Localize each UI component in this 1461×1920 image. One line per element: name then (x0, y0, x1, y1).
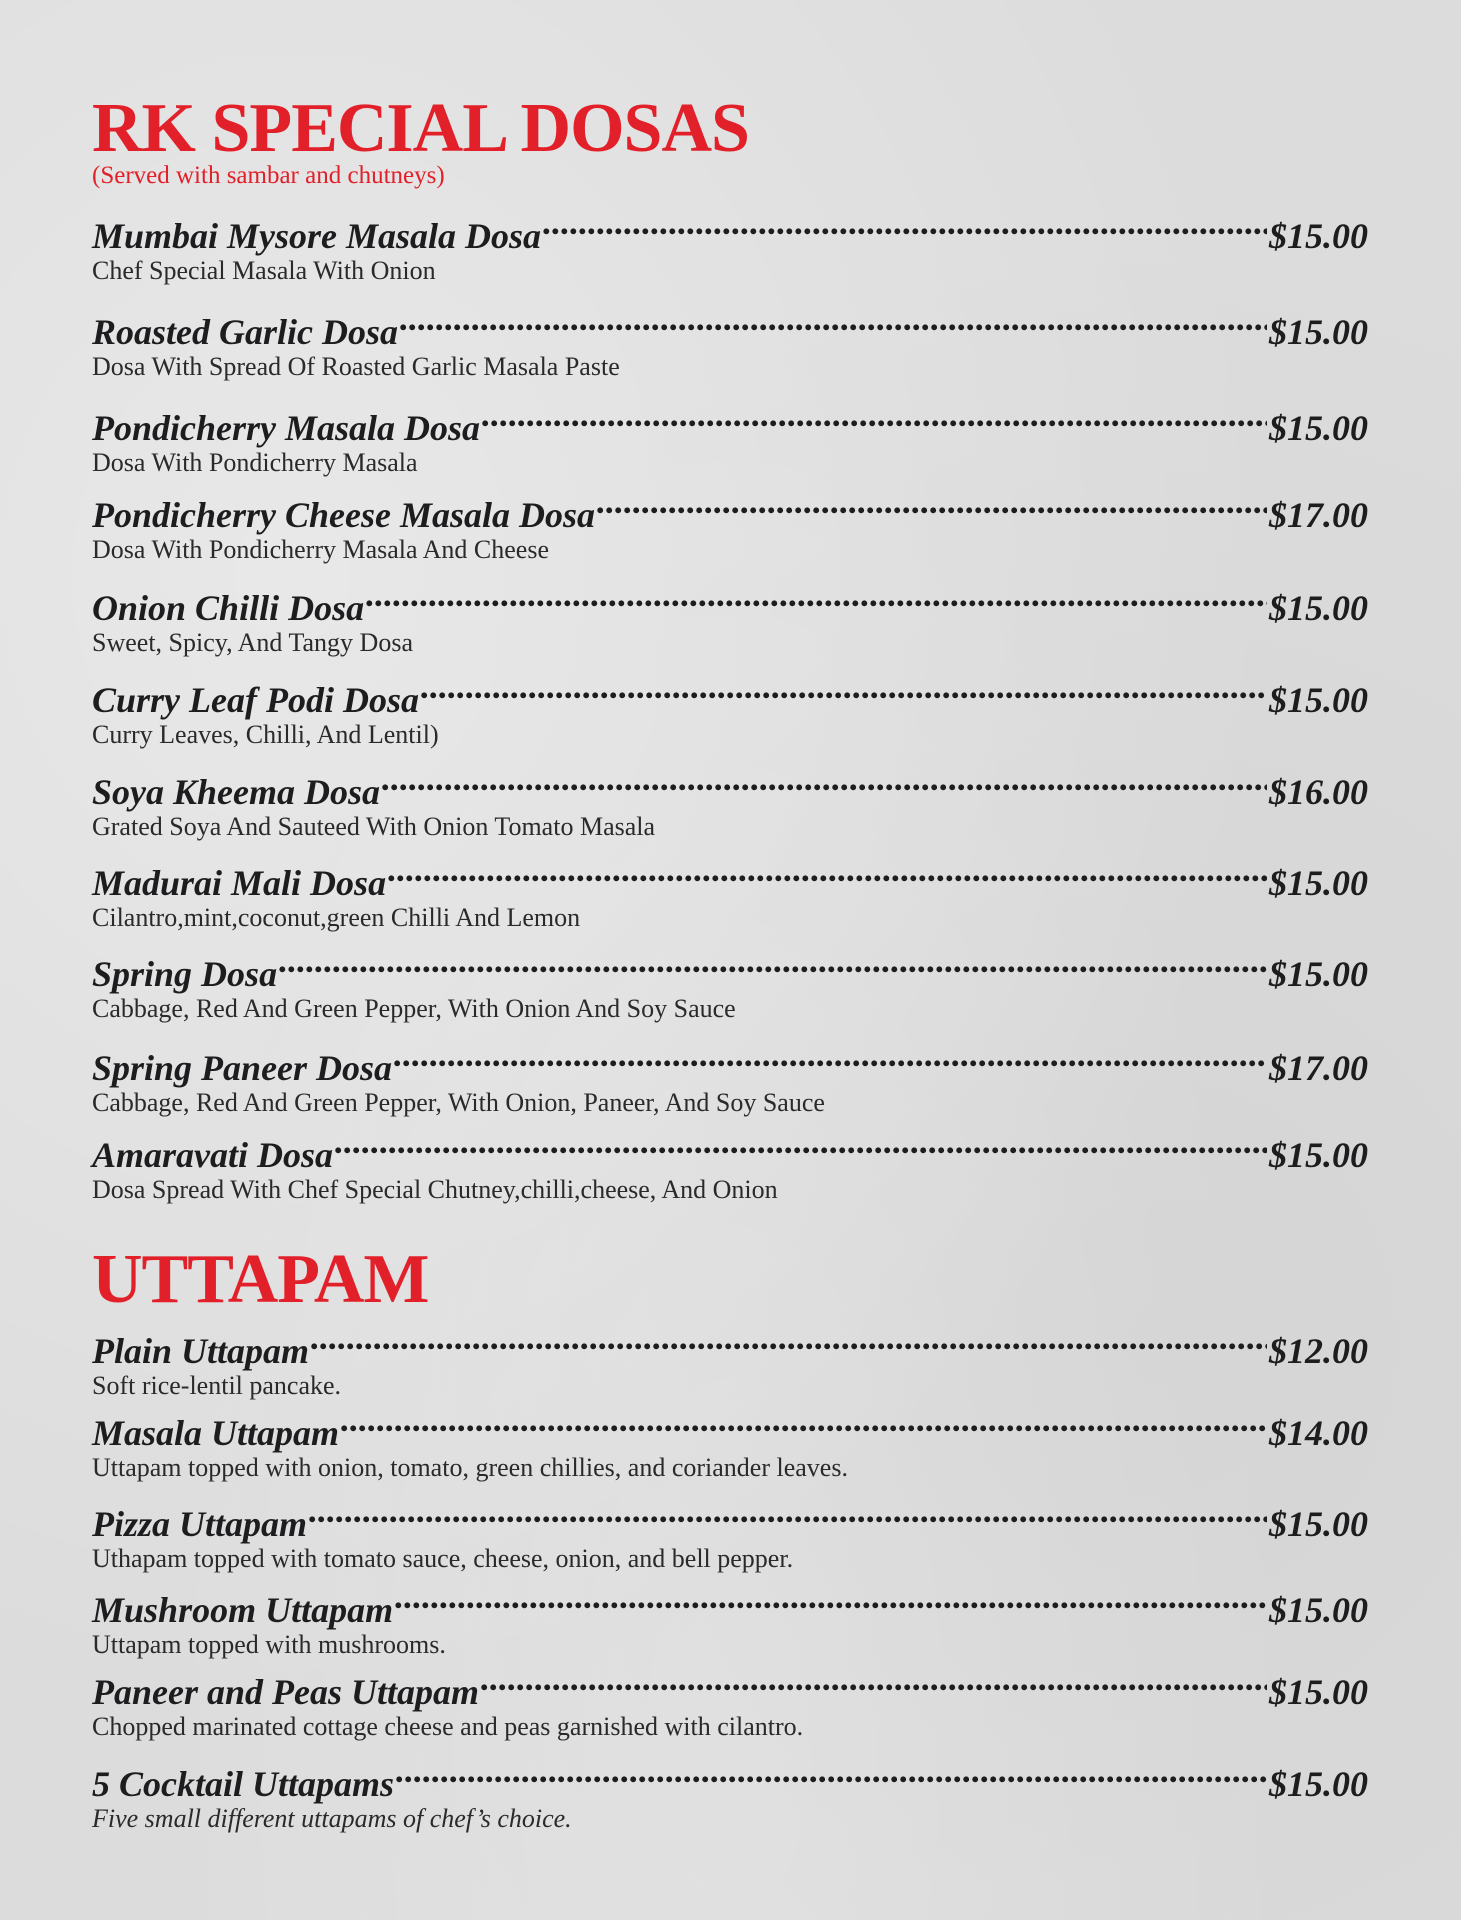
item-price: $15.00 (1269, 588, 1368, 628)
menu-item (92, 1582, 1368, 1660)
menu-item (92, 487, 1368, 565)
item-name: Masala Uttapam (92, 1413, 340, 1453)
item-price: $15.00 (1269, 408, 1368, 448)
item-price: $15.00 (1269, 1504, 1368, 1544)
dot-leader (597, 487, 1267, 527)
item-description: Dosa With Pondicherry Masala And Cheese (92, 535, 549, 564)
dot-leader (421, 672, 1267, 712)
item-price: $15.00 (1269, 1764, 1368, 1804)
section-title-dosas: RK SPECIAL DOSAS (92, 90, 749, 167)
item-description: Dosa With Pondicherry Masala (92, 448, 418, 477)
item-name: Amaravati Dosa (92, 1135, 334, 1175)
item-price: $15.00 (1269, 954, 1368, 994)
item-description: Grated Soya And Sauteed With Onion Tomato Masala (92, 812, 656, 841)
menu-item (92, 1323, 1368, 1401)
item-name: Spring Paneer Dosa (92, 1048, 393, 1088)
section-subtitle-dosas: (Served with sambar and chutneys) (92, 162, 445, 189)
item-description: Cilantro,mint,coconut,green Chilli And Lemon (92, 903, 581, 932)
item-price: $15.00 (1269, 680, 1368, 720)
dot-leader (396, 1756, 1267, 1796)
menu-item (92, 672, 1368, 750)
item-name: Pondicherry Cheese Masala Dosa (92, 495, 595, 535)
item-name: Spring Dosa (92, 954, 278, 994)
item-name: Onion Chilli Dosa (92, 588, 365, 628)
menu-item (92, 855, 1368, 933)
item-name: Roasted Garlic Dosa (92, 312, 398, 352)
dot-leader (311, 1323, 1267, 1363)
item-price: $15.00 (1269, 1590, 1368, 1630)
item-description: Uttapam topped with mushrooms. (92, 1630, 446, 1659)
item-description: Dosa Spread With Chef Special Chutney,chilli,cheese, And Onion (92, 1175, 778, 1204)
item-description: Five small different uttapams of chef’s choice. (92, 1804, 572, 1833)
dot-leader (382, 764, 1267, 804)
dot-leader (543, 208, 1267, 248)
menu-item (92, 1496, 1368, 1574)
item-price: $16.00 (1269, 772, 1368, 812)
item-name: Mushroom Uttapam (92, 1590, 394, 1630)
menu-item (92, 400, 1368, 478)
item-description: Uttapam topped with onion, tomato, green chillies, and coriander leaves. (92, 1453, 848, 1482)
menu-page (92, 0, 1368, 1920)
item-description: Dosa With Spread Of Roasted Garlic Masala Paste (92, 352, 620, 381)
item-name: Mumbai Mysore Masala Dosa (92, 216, 542, 256)
menu-item (92, 1405, 1368, 1483)
dot-leader (400, 304, 1267, 344)
dot-leader (366, 580, 1267, 620)
item-price: $17.00 (1269, 1048, 1368, 1088)
item-description: Sweet, Spicy, And Tangy Dosa (92, 628, 413, 657)
menu-item (92, 1040, 1368, 1118)
menu-item (92, 1664, 1368, 1742)
item-description: Uthapam topped with tomato sauce, cheese, onion, and bell pepper. (92, 1544, 794, 1573)
item-description: Chopped marinated cottage cheese and peas garnished with cilantro. (92, 1712, 804, 1741)
menu-item (92, 580, 1368, 658)
menu-item (92, 304, 1368, 382)
menu-item (92, 1756, 1368, 1834)
item-price: $15.00 (1269, 863, 1368, 903)
item-price: $15.00 (1269, 216, 1368, 256)
dot-leader (341, 1405, 1267, 1445)
dot-leader (388, 855, 1267, 895)
menu-item (92, 946, 1368, 1024)
dot-leader (309, 1496, 1267, 1536)
item-price: $15.00 (1269, 1135, 1368, 1175)
dot-leader (482, 400, 1267, 440)
item-description: Curry Leaves, Chilli, And Lentil) (92, 720, 439, 749)
item-description: Cabbage, Red And Green Pepper, With Onion, Paneer, And Soy Sauce (92, 1088, 825, 1117)
item-description: Cabbage, Red And Green Pepper, With Onion And Soy Sauce (92, 994, 736, 1023)
item-price: $17.00 (1269, 495, 1368, 535)
item-price: $15.00 (1269, 312, 1368, 352)
dot-leader (481, 1664, 1267, 1704)
item-price: $15.00 (1269, 1672, 1368, 1712)
item-name: Pizza Uttapam (92, 1504, 308, 1544)
item-name: Madurai Mali Dosa (92, 863, 387, 903)
item-description: Chef Special Masala With Onion (92, 256, 436, 285)
menu-item (92, 764, 1368, 842)
section-title-uttapam: UTTAPAM (92, 1241, 429, 1318)
item-name: Paneer and Peas Uttapam (92, 1672, 479, 1712)
item-name: Soya Kheema Dosa (92, 772, 380, 812)
item-description: Soft rice-lentil pancake. (92, 1371, 342, 1400)
item-name: 5 Cocktail Uttapams (92, 1764, 395, 1804)
item-name: Curry Leaf Podi Dosa (92, 680, 419, 720)
menu-item (92, 1127, 1368, 1205)
menu-item (92, 208, 1368, 286)
item-name: Pondicherry Masala Dosa (92, 408, 481, 448)
item-price: $14.00 (1269, 1413, 1368, 1453)
dot-leader (279, 946, 1267, 986)
item-name: Plain Uttapam (92, 1331, 310, 1371)
dot-leader (395, 1582, 1267, 1622)
dot-leader (335, 1127, 1267, 1167)
item-price: $12.00 (1269, 1331, 1368, 1371)
dot-leader (394, 1040, 1267, 1080)
